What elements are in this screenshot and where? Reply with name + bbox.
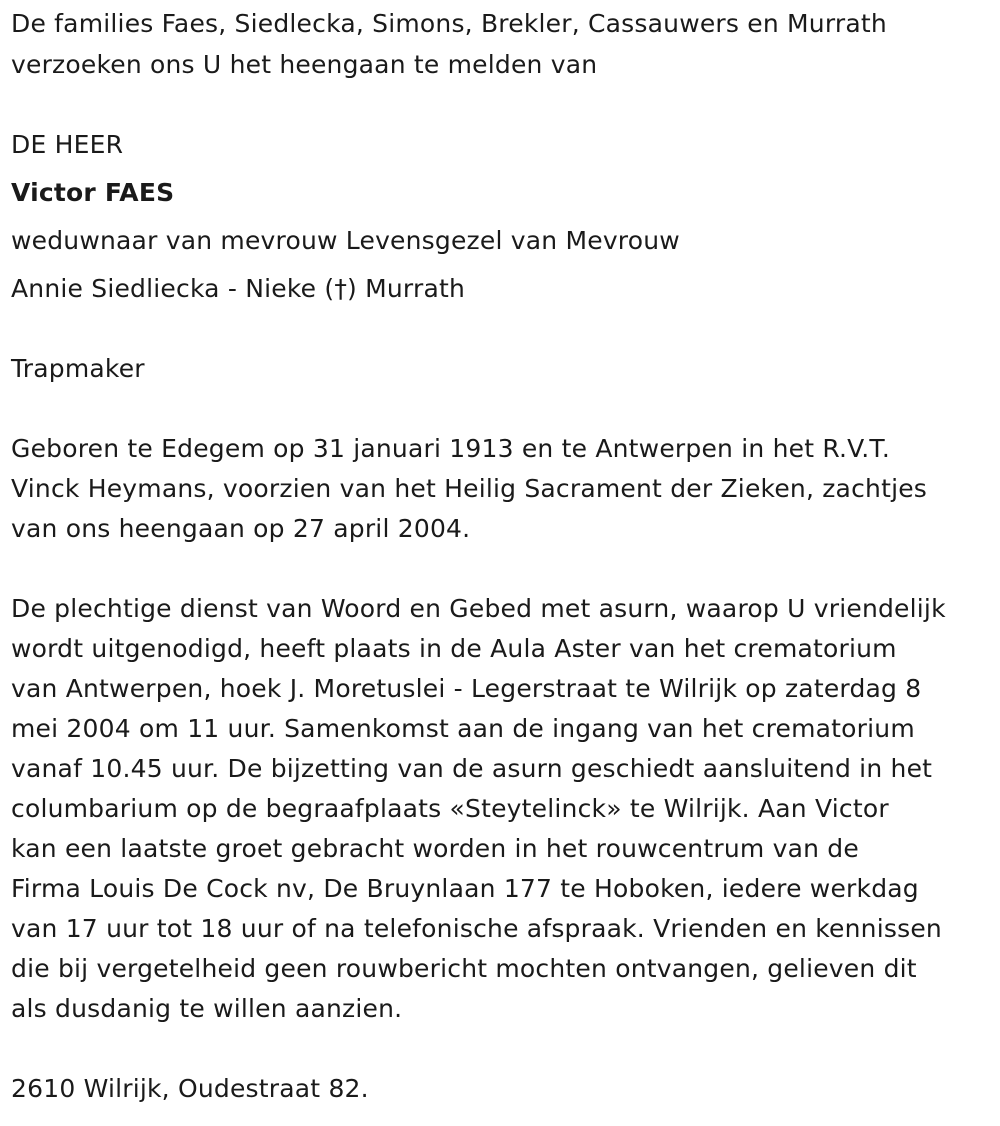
service-line: columbarium op de begraafplaats «Steytelinck» te Wilrijk. Aan Victor — [11, 794, 889, 823]
service-line: De plechtige dienst van Woord en Gebed met asurn, waarop U vriendelijk — [11, 594, 946, 623]
spouse-line-1: weduwnaar van mevrouw Levensgezel van Mevrouw — [11, 226, 680, 255]
address: 2610 Wilrijk, Oudestraat 82. — [11, 1074, 369, 1103]
deceased-name: Victor FAES — [11, 178, 175, 207]
service-line: wordt uitgenodigd, heeft plaats in de Aula Aster van het crematorium — [11, 634, 897, 663]
spouse-line-2: Annie Siedliecka - Nieke (†) Murrath — [11, 274, 466, 303]
birth-death-line: Vinck Heymans, voorzien van het Heilig Sacrament der Zieken, zachtjes — [11, 474, 928, 503]
intro-line-1: De families Faes, Siedlecka, Simons, Brekler, Cassauwers en Murrath — [11, 9, 887, 38]
intro-line-2: verzoeken ons U het heengaan te melden van — [11, 50, 598, 79]
honorific-title: DE HEER — [11, 130, 124, 159]
service-line: van Antwerpen, hoek J. Moretuslei - Legerstraat te Wilrijk op zaterdag 8 — [11, 674, 922, 703]
service-line: mei 2004 om 11 uur. Samenkomst aan de ingang van het crematorium — [11, 714, 915, 743]
profession: Trapmaker — [11, 354, 145, 383]
service-line: van 17 uur tot 18 uur of na telefonische afspraak. Vrienden en kennissen — [11, 914, 942, 943]
birth-death-line: Geboren te Edegem op 31 januari 1913 en te Antwerpen in het R.V.T. — [11, 434, 891, 463]
service-line: vanaf 10.45 uur. De bijzetting van de asurn geschiedt aansluitend in het — [11, 754, 933, 783]
service-line: kan een laatste groet gebracht worden in het rouwcentrum van de — [11, 834, 859, 863]
birth-death-line: van ons heengaan op 27 april 2004. — [11, 514, 471, 543]
service-line: die bij vergetelheid geen rouwbericht mochten ontvangen, gelieven dit — [11, 954, 917, 983]
service-line: Firma Louis De Cock nv, De Bruynlaan 177 te Hoboken, iedere werkdag — [11, 874, 919, 903]
service-line: als dusdanig te willen aanzien. — [11, 994, 403, 1023]
